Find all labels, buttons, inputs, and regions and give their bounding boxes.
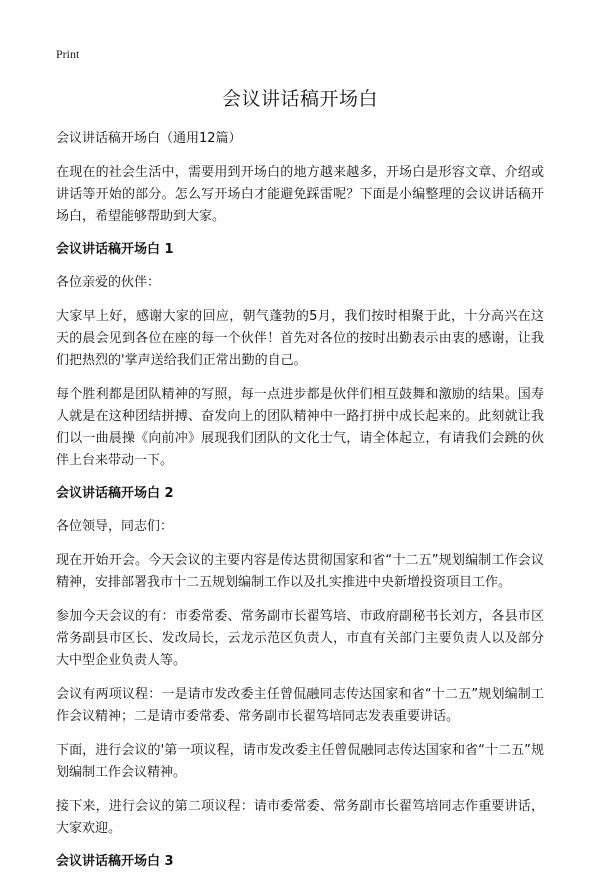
section-paragraph: 下面，进行会议的'第一项议程，请市发改委主任曾侃融同志传达国家和省“十二五”规划编制工作会议精神。 — [56, 743, 544, 780]
section-paragraph: 各位领导，同志们： — [56, 519, 174, 534]
document-subtitle: 会议讲话稿开场白（通用12篇） — [56, 131, 242, 146]
section-2 — [56, 484, 544, 840]
section-paragraph: 接下来，进行会议的第二项议程：请市委常委、常务副市长翟笃培同志作重要讲话，大家欢迎。 — [56, 799, 544, 836]
section-paragraph: 各位亲爱的伙伴： — [56, 275, 161, 290]
section-1 — [56, 240, 544, 472]
section-heading: 会议讲话稿开场白 2 — [56, 486, 174, 501]
print-link[interactable]: Print — [56, 47, 80, 61]
section-heading: 会议讲话稿开场白 3 — [56, 854, 174, 869]
section-paragraph: 现在开始开会。今天会议的主要内容是传达贯彻国家和省“十二五”规划编制工作会议精神，安排部署我市十二五规划编制工作以及扎实推进中央新增投资项目工作。 — [56, 553, 544, 590]
section-paragraph: 大家早上好，感谢大家的回应，朝气蓬勃的5月，我们按时相聚于此，十分高兴在这天的晨会见到各位在座的每一个伙伴！首先对各位的按时出勤表示由衷的感谢，让我们把热烈的'掌声送给我们正常出勤的自己。 — [56, 309, 544, 368]
section-paragraph: 会议有两项议程：一是请市发改委主任曾侃融同志传达国家和省“十二五”规划编制工作会议精神；二是请市委常委、常务副市长翟笃培同志发表重要讲话。 — [56, 687, 544, 724]
section-3 — [56, 852, 544, 872]
section-paragraph: 每个胜利都是团队精神的写照，每一点进步都是伙伴们相互鼓舞和激励的结果。国寿人就是在这种团结拼搏、奋发向上的团队精神中一路打拼中成长起来的。此刻就让我们以一曲晨操《向前冲》展现我们团队的文化士气，请全体起立，有请我们会跳的伙伴上台来带动一下。 — [56, 387, 544, 468]
document-title: 会议讲话稿开场白 — [221, 88, 378, 110]
intro-paragraph: 在现在的社会生活中，需要用到开场白的地方越来越多，开场白是形容文章、介绍或讲话等开始的部分。怎么写开场白才能避免踩雷呢？下面是小编整理的会议讲话稿开场白，希望能够帮助到大家。 — [56, 165, 544, 224]
section-paragraph: 参加今天会议的有：市委常委、常务副市长翟笃培、市政府副秘书长刘方，各县市区常务副县市区长、发改局长，云龙示范区负责人，市直有关部门主要负责人以及部分大中型企业负责人等。 — [56, 609, 544, 668]
section-heading: 会议讲话稿开场白 1 — [56, 242, 174, 257]
